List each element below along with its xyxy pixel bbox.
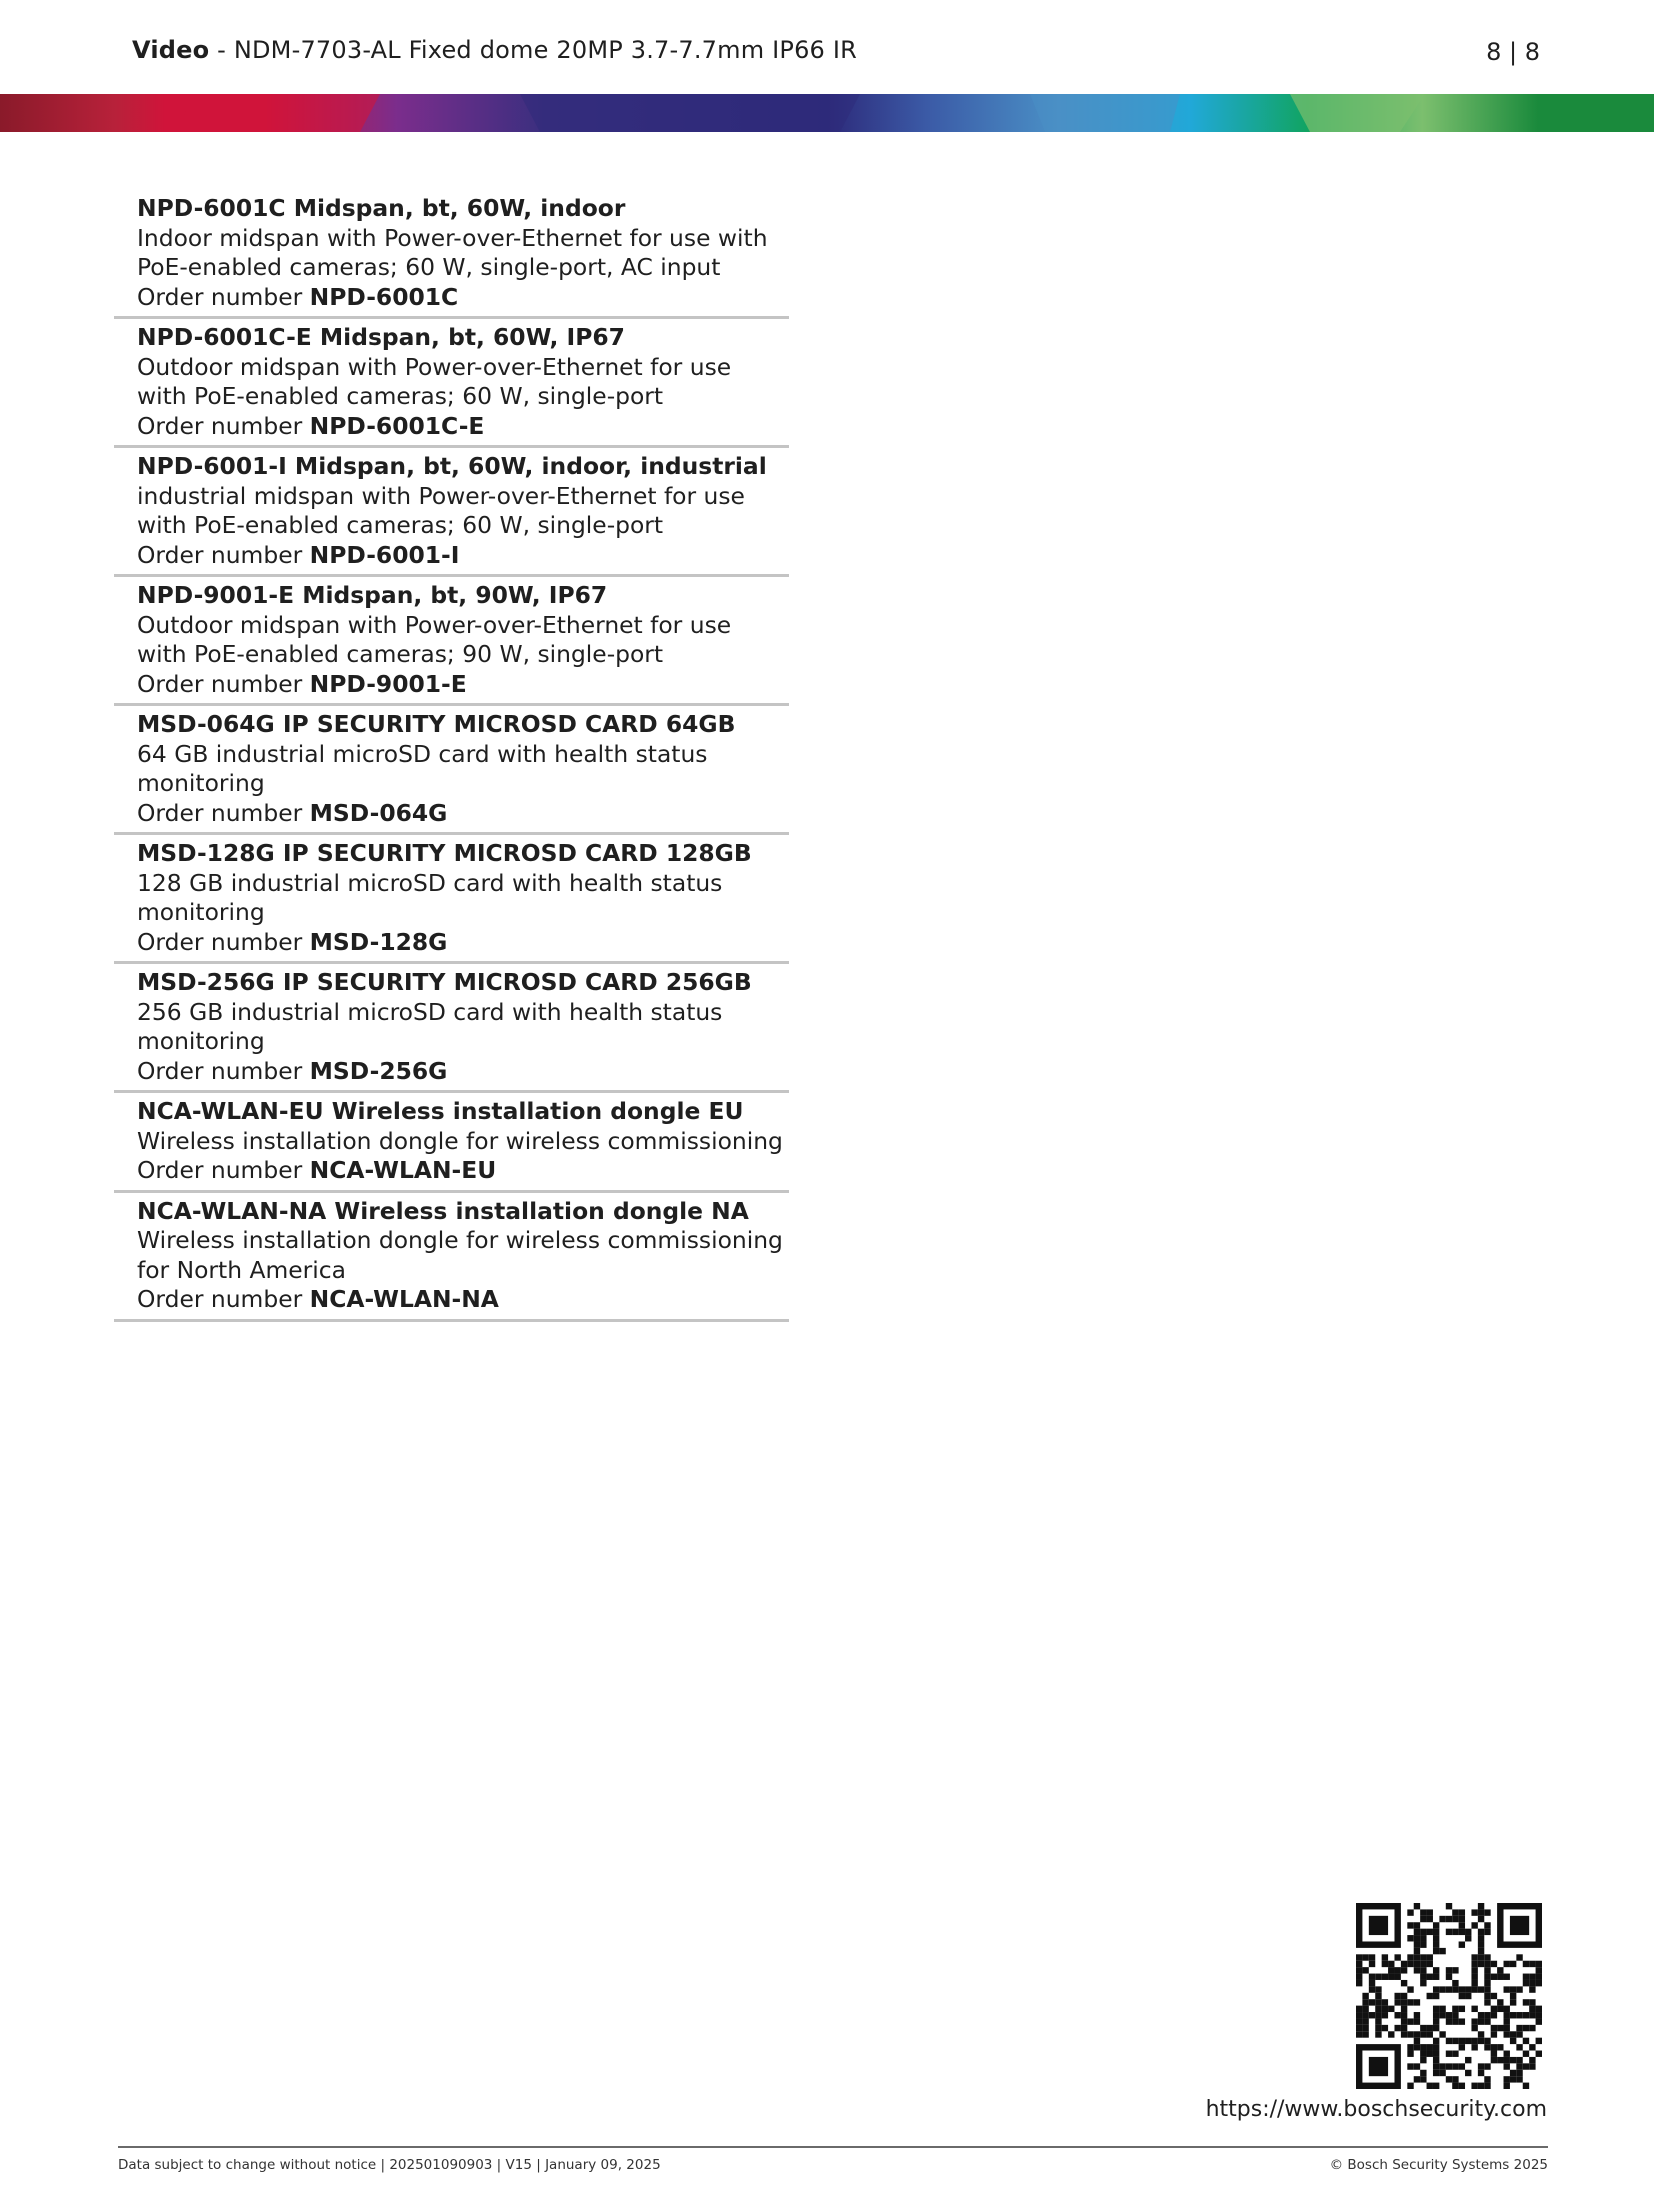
item-description: 256 GB industrial microSD card with health status	[137, 997, 723, 1026]
order-number: NPD-6001C-E	[309, 411, 485, 440]
order-number: NPD-6001C	[309, 282, 459, 311]
footer-divider	[118, 2146, 1548, 2148]
item-title: MSD-128G IP SECURITY MICROSD CARD 128GB	[137, 839, 752, 867]
accessory-item	[114, 1093, 789, 1193]
page-number: 8 | 8	[1486, 38, 1540, 66]
accessory-item	[114, 448, 789, 577]
item-description: with PoE-enabled cameras; 90 W, single-port	[137, 640, 664, 668]
accessory-item	[114, 964, 789, 1093]
order-label: Order number	[137, 411, 310, 440]
order-label: Order number	[137, 1056, 310, 1085]
accessory-item	[114, 835, 789, 964]
header-product: - NDM-7703-AL Fixed dome 20MP 3.7-7.7mm IP66 IR	[209, 36, 857, 64]
item-order	[137, 1057, 789, 1087]
item-order	[137, 412, 789, 442]
item-order	[137, 1285, 789, 1315]
supergraphic-shape	[1030, 94, 1180, 132]
order-label: Order number	[137, 1156, 310, 1184]
item-title: MSD-256G IP SECURITY MICROSD CARD 256GB	[137, 968, 752, 996]
order-number: NPD-6001-I	[309, 540, 460, 569]
accessory-item	[114, 577, 789, 706]
item-order	[137, 1156, 789, 1186]
document-header	[132, 36, 857, 64]
item-title: NPD-6001C-E Midspan, bt, 60W, IP67	[137, 323, 625, 351]
footer-notice: Data subject to change without notice | 202501090903 | V15 | January 09, 2025	[118, 2157, 661, 2173]
item-order	[137, 928, 789, 958]
brand-supergraphic	[0, 94, 1654, 132]
accessory-item	[114, 706, 789, 835]
item-order	[137, 799, 789, 829]
item-description: PoE-enabled cameras; 60 W, single-port, AC input	[137, 253, 721, 281]
order-number: NCA-WLAN-NA	[309, 1285, 499, 1313]
order-number: MSD-064G	[309, 798, 448, 827]
item-description: monitoring	[137, 769, 265, 797]
item-title: NPD-6001-I Midspan, bt, 60W, indoor, industrial	[137, 452, 767, 480]
item-description: monitoring	[137, 898, 265, 926]
website-url[interactable]: https://www.boschsecurity.com	[1205, 2097, 1547, 2122]
accessory-item	[114, 194, 789, 319]
item-description: Indoor midspan with Power-over-Ethernet for use with	[137, 223, 768, 252]
item-description: Wireless installation dongle for wireless commissioning	[137, 1126, 783, 1155]
item-description: 64 GB industrial microSD card with health status	[137, 739, 708, 768]
footer-copyright: © Bosch Security Systems 2025	[1329, 2157, 1548, 2173]
order-label: Order number	[137, 282, 310, 311]
order-label: Order number	[137, 927, 310, 956]
order-label: Order number	[137, 1285, 310, 1313]
item-description: for North America	[137, 1255, 346, 1284]
accessory-item	[114, 319, 789, 448]
item-order	[137, 283, 789, 313]
order-number: MSD-256G	[309, 1056, 448, 1085]
header-category: Video	[132, 36, 210, 64]
item-title: NCA-WLAN-NA Wireless installation dongle NA	[137, 1196, 749, 1225]
order-label: Order number	[137, 540, 310, 569]
item-description: Outdoor midspan with Power-over-Ethernet for use	[137, 610, 732, 639]
item-order	[137, 670, 789, 700]
item-title: NPD-9001-E Midspan, bt, 90W, IP67	[137, 581, 608, 609]
item-order	[137, 541, 789, 571]
item-description: monitoring	[137, 1027, 265, 1055]
item-description: 128 GB industrial microSD card with health status	[137, 868, 723, 897]
item-description: with PoE-enabled cameras; 60 W, single-port	[137, 511, 664, 539]
order-label: Order number	[137, 669, 310, 698]
supergraphic-shape	[180, 94, 380, 132]
order-number: NCA-WLAN-EU	[309, 1156, 497, 1184]
item-description: industrial midspan with Power-over-Ethernet for use	[137, 481, 745, 510]
item-title: MSD-064G IP SECURITY MICROSD CARD 64GB	[137, 710, 736, 738]
order-number: NPD-9001-E	[309, 669, 467, 698]
item-description: Outdoor midspan with Power-over-Ethernet for use	[137, 352, 732, 381]
accessory-list	[114, 194, 789, 1322]
supergraphic-shape	[520, 94, 860, 132]
item-description: Wireless installation dongle for wireless commissioning	[137, 1226, 783, 1254]
item-title: NPD-6001C Midspan, bt, 60W, indoor	[137, 194, 626, 222]
accessory-item	[114, 1193, 789, 1322]
order-number: MSD-128G	[309, 927, 448, 956]
order-label: Order number	[137, 798, 310, 827]
item-description: with PoE-enabled cameras; 60 W, single-port	[137, 382, 664, 410]
item-title: NCA-WLAN-EU Wireless installation dongle EU	[137, 1097, 744, 1125]
qr-code	[1356, 1903, 1542, 2089]
